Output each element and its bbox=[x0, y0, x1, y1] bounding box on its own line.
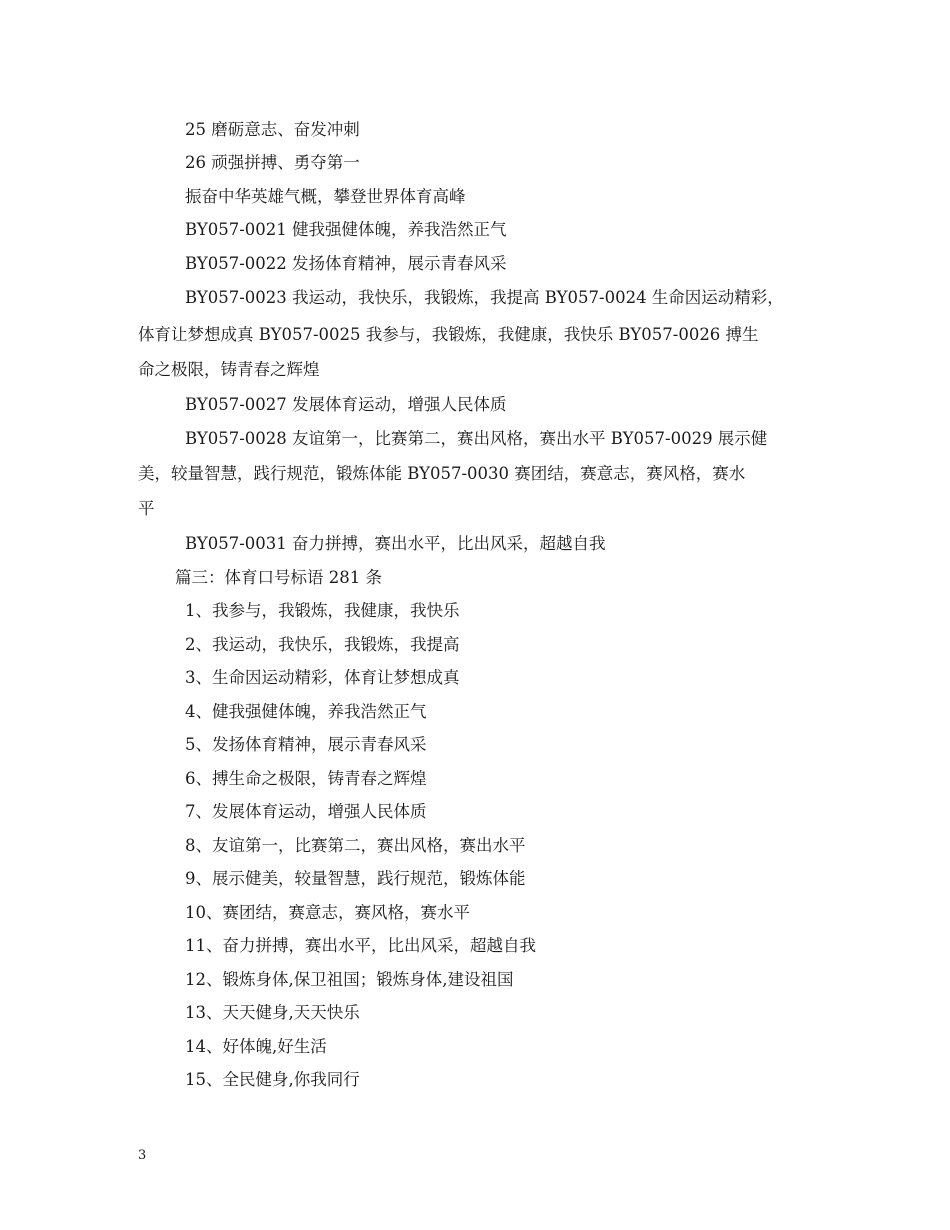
list-item: 4、健我强健体魄，养我浩然正气 bbox=[185, 702, 427, 721]
text-line: 平 bbox=[138, 499, 155, 518]
list-item: 7、发展体育运动，增强人民体质 bbox=[185, 802, 427, 821]
list-item: 15、全民健身,你我同行 bbox=[185, 1070, 360, 1089]
text-line: 体育让梦想成真 BY057-0025 我参与，我锻炼，我健康，我快乐 BY057-0026 搏生 bbox=[138, 325, 759, 344]
text-line: BY057-0028 友谊第一，比赛第二，赛出风格，赛出水平 BY057-0029 展示健 bbox=[185, 429, 768, 448]
text-line: BY057-0023 我运动，我快乐，我锻炼，我提高 BY057-0024 生命因运动精彩， bbox=[185, 288, 784, 307]
text-line: BY057-0031 奋力拼搏，赛出水平，比出风采，超越自我 bbox=[185, 534, 606, 553]
list-item: 3、生命因运动精彩，体育让梦想成真 bbox=[185, 668, 460, 687]
list-item: 10、赛团结，赛意志，赛风格，赛水平 bbox=[185, 903, 470, 922]
text-line: 美，较量智慧，践行规范，锻炼体能 BY057-0030 赛团结，赛意志，赛风格，赛水 bbox=[138, 464, 746, 483]
list-item: 14、好体魄,好生活 bbox=[185, 1037, 327, 1056]
list-item: 12、锻炼身体,保卫祖国；锻炼身体,建设祖国 bbox=[185, 970, 514, 989]
text-line: 振奋中华英雄气概，攀登世界体育高峰 bbox=[185, 187, 466, 206]
list-item: 6、搏生命之极限，铸青春之辉煌 bbox=[185, 769, 427, 788]
list-item: 13、天天健身,天天快乐 bbox=[185, 1003, 360, 1022]
section-heading: 篇三：体育口号标语 281 条 bbox=[175, 568, 382, 587]
list-item: 2、我运动，我快乐，我锻炼，我提高 bbox=[185, 635, 460, 654]
text-line: 26 顽强拼搏、勇夺第一 bbox=[185, 153, 360, 172]
text-line: BY057-0027 发展体育运动，增强人民体质 bbox=[185, 395, 507, 414]
text-line: 25 磨砺意志、奋发冲刺 bbox=[185, 120, 360, 139]
page-number: 3 bbox=[138, 1148, 147, 1163]
list-item: 8、友谊第一，比赛第二，赛出风格，赛出水平 bbox=[185, 836, 526, 855]
text-line: BY057-0022 发扬体育精神，展示青春风采 bbox=[185, 254, 507, 273]
list-item: 5、发扬体育精神，展示青春风采 bbox=[185, 735, 427, 754]
text-line: 命之极限，铸青春之辉煌 bbox=[138, 360, 320, 379]
list-item: 9、展示健美，较量智慧，践行规范，锻炼体能 bbox=[185, 869, 526, 888]
list-item: 1、我参与，我锻炼，我健康，我快乐 bbox=[185, 601, 460, 620]
text-line: BY057-0021 健我强健体魄，养我浩然正气 bbox=[185, 220, 507, 239]
list-item: 11、奋力拼搏，赛出水平，比出风采，超越自我 bbox=[185, 936, 536, 955]
